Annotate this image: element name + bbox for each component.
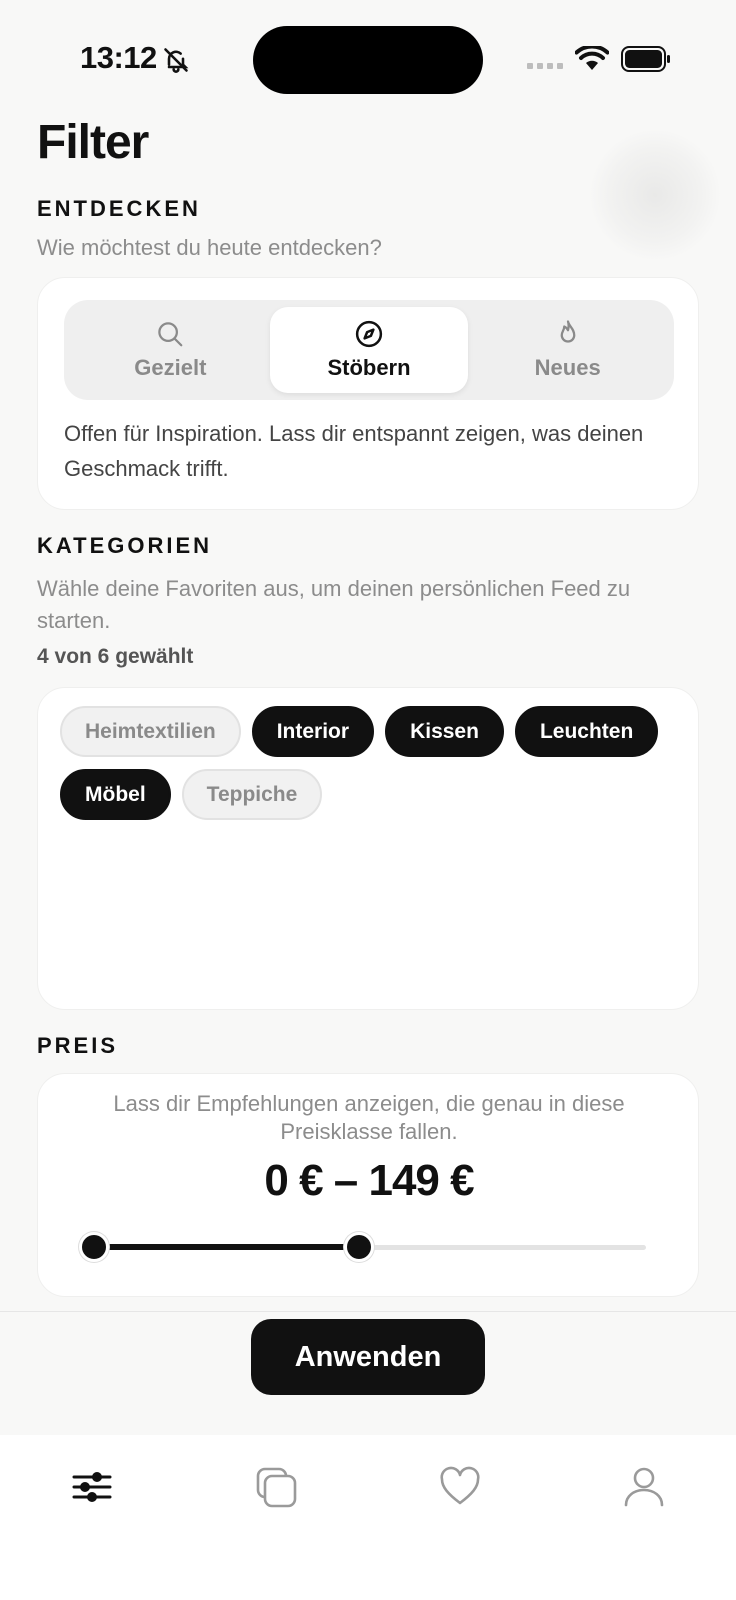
slider-min-handle[interactable] (79, 1232, 109, 1262)
tab-cards[interactable] (254, 1465, 298, 1509)
tab-bar (0, 1435, 736, 1600)
status-time: 13:12 (80, 40, 157, 75)
slider-fill (94, 1244, 359, 1250)
price-range-value: 0 € – 149 € (264, 1156, 474, 1205)
price-description: Lass dir Empfehlungen anzeigen, die genau in diese Preisklasse fallen. (113, 1091, 625, 1144)
discover-card (37, 277, 699, 510)
cellular-signal-icon (527, 63, 563, 69)
divider (0, 1311, 736, 1312)
heart-icon (438, 1465, 482, 1509)
flame-icon (553, 319, 583, 349)
discover-subtitle: Wie möchtest du heute entdecken? (37, 235, 382, 260)
tab-favorites[interactable] (438, 1465, 482, 1509)
wifi-icon (575, 46, 609, 72)
discover-label: ENTDECKEN (37, 196, 201, 221)
mode-stoebern[interactable] (270, 307, 469, 393)
battery-icon (621, 46, 671, 72)
category-chip-list (60, 706, 680, 820)
status-bar (0, 0, 736, 110)
dynamic-island (253, 26, 483, 94)
chip-heimtextilien[interactable]: Heimtextilien (60, 706, 241, 757)
chip-moebel[interactable]: Möbel (60, 769, 171, 820)
chip-leuchten[interactable]: Leuchten (515, 706, 658, 757)
search-icon (155, 319, 185, 349)
categories-label: KATEGORIEN (37, 533, 213, 558)
sliders-icon (70, 1465, 114, 1509)
chip-interior[interactable]: Interior (252, 706, 374, 757)
mode-label: Stöbern (327, 355, 411, 380)
selected-count: 4 von 6 gewählt (37, 645, 194, 668)
tab-filter[interactable] (70, 1465, 114, 1509)
compass-icon (354, 319, 384, 349)
bell-off-icon (162, 46, 190, 74)
page-title: Filter (37, 116, 149, 169)
mode-gezielt[interactable] (71, 307, 270, 393)
cards-icon (254, 1465, 298, 1509)
mode-label: Neues (534, 355, 601, 380)
tab-profile[interactable] (622, 1465, 666, 1509)
mode-neues[interactable] (468, 307, 667, 393)
mode-description: Offen für Inspiration. Lass dir entspannt zeigen, was deinen Geschmack trifft. (64, 421, 644, 481)
slider-max-handle[interactable] (344, 1232, 374, 1262)
chip-kissen[interactable]: Kissen (385, 706, 504, 757)
price-card (37, 1073, 699, 1297)
chip-teppiche[interactable]: Teppiche (182, 769, 323, 820)
categories-subtitle: Wähle deine Favoriten aus, um deinen persönlichen Feed zu starten. (37, 576, 631, 633)
discover-mode-segmented-control (64, 300, 674, 400)
profile-icon (622, 1465, 666, 1509)
apply-button[interactable]: Anwenden (251, 1319, 485, 1395)
price-label: PREIS (37, 1033, 119, 1058)
categories-card (37, 687, 699, 1010)
mode-label: Gezielt (134, 355, 207, 380)
price-range-slider[interactable] (94, 1232, 646, 1262)
